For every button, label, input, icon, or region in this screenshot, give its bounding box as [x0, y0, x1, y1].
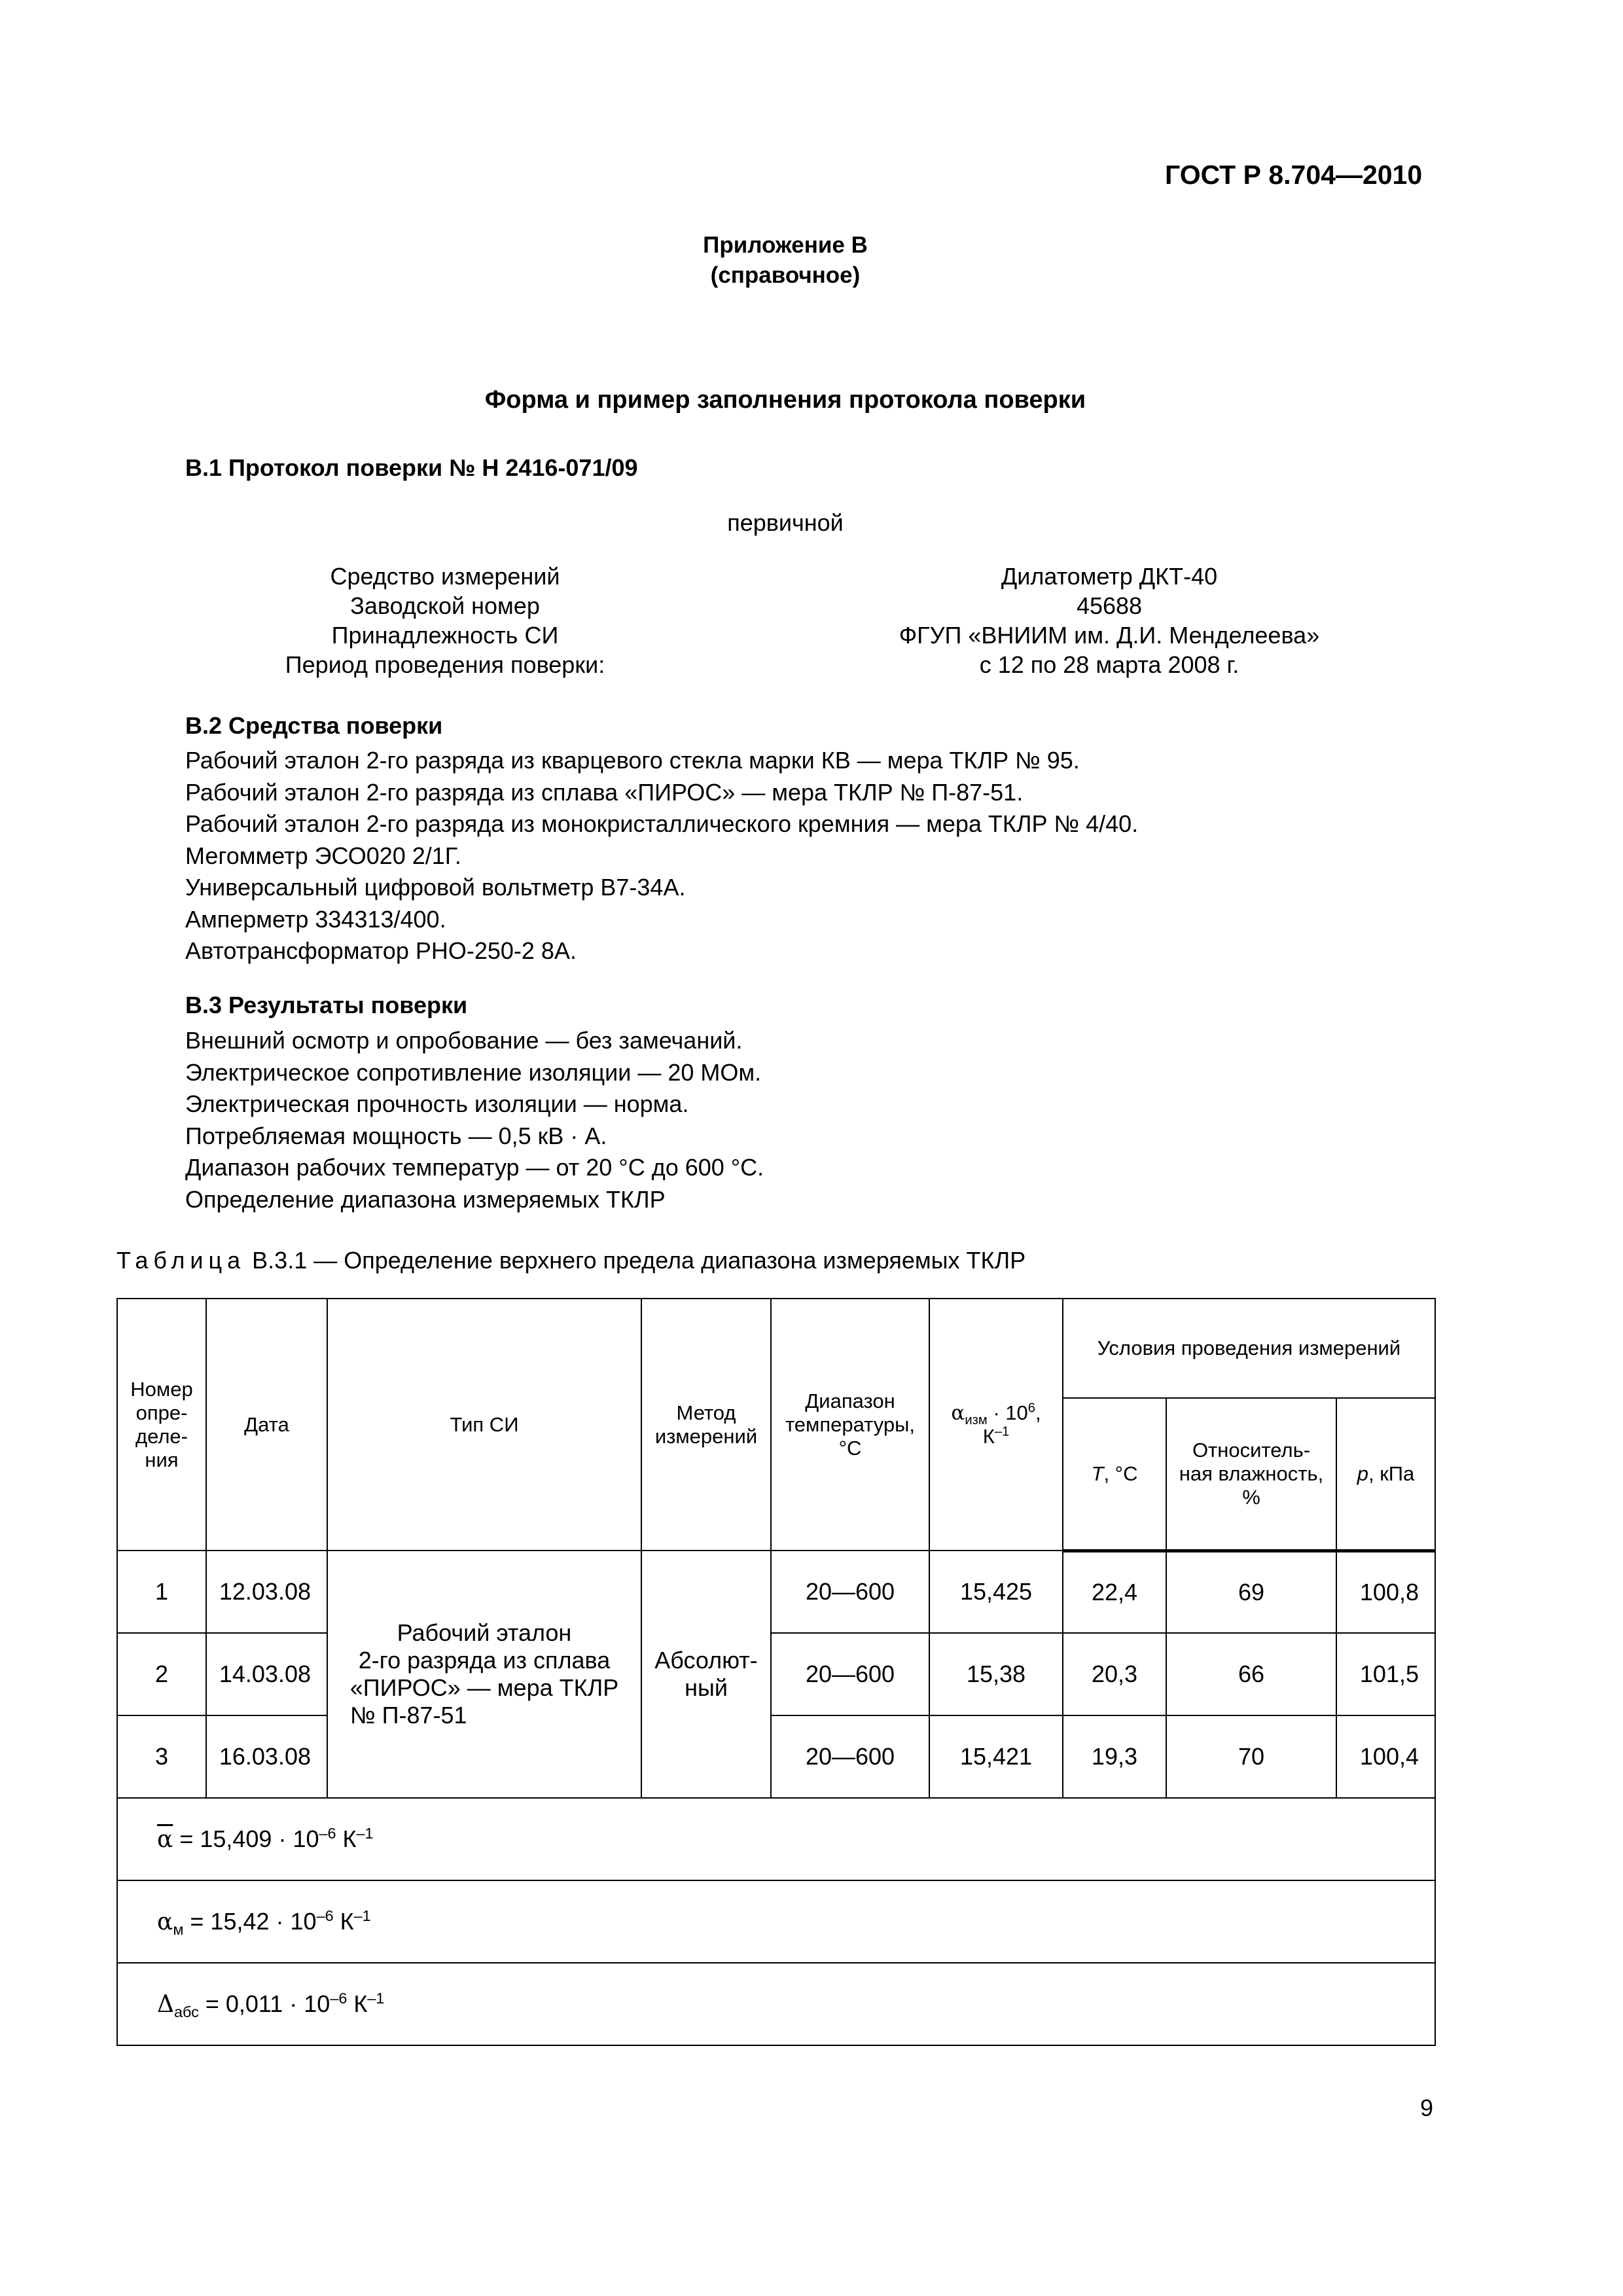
- field-label: Заводской номер: [350, 592, 540, 619]
- field-value: с 12 по 28 марта 2008 г.: [979, 651, 1240, 678]
- list-item: Универсальный цифровой вольтметр В7-34А.: [185, 874, 686, 901]
- header-conditions: Условия проведения измерений: [1063, 1299, 1435, 1398]
- field-value: 45688: [1076, 592, 1143, 619]
- annex-heading: [0, 230, 1571, 291]
- cell-humidity: 69: [1166, 1551, 1336, 1633]
- field-label: Средство измерений: [330, 563, 560, 590]
- field-value: ФГУП «ВНИИМ им. Д.И. Менделеева»: [899, 622, 1320, 649]
- list-item: Рабочий эталон 2-го разряда из кварцевого стекла марки КВ — мера ТКЛР № 95.: [185, 747, 1080, 774]
- list-item: Мегомметр ЭСО020 2/1Г.: [185, 842, 461, 869]
- cell-temperature: 19,3: [1063, 1715, 1166, 1798]
- list-item: Определение диапазона измеряемых ТКЛР: [185, 1185, 666, 1213]
- annex-kind: (справочное): [710, 262, 861, 288]
- cell-number: 3: [117, 1715, 206, 1798]
- protocol-field-values: [838, 562, 1381, 679]
- results-table: [116, 1298, 1436, 2046]
- table-row: [117, 1715, 1435, 1798]
- protocol-field-labels: [249, 562, 641, 679]
- list-item: Электрическое сопротивление изоляции — 20 МОм.: [185, 1058, 762, 1086]
- document-id: ГОСТ Р 8.704—2010: [1165, 160, 1423, 190]
- cell-date: 16.03.08: [206, 1715, 327, 1798]
- cell-alpha: 15,425: [929, 1551, 1063, 1633]
- list-item: Потребляемая мощность — 0,5 кВ · А.: [185, 1122, 607, 1149]
- list-item: Автотрансформатор РНО-250-2 8А.: [185, 937, 577, 964]
- cell-range: 20—600: [771, 1551, 929, 1633]
- table-row: [117, 1551, 1435, 1633]
- summary-row-mean: $\overline{\alpha} = 15,409 \cdot 10^{-6}$ $К^{-1}$: [117, 1798, 1435, 1880]
- cell-date: 12.03.08: [206, 1551, 327, 1633]
- section-b2-title: В.2 Средства поверки: [185, 712, 443, 739]
- cell-range: 20—600: [771, 1715, 929, 1798]
- summary-row-measure: $\alpha_м = 15,42 \cdot 10^{-6}$ $К^{-1}$: [117, 1880, 1435, 1963]
- cell-pressure: 100,8: [1336, 1551, 1435, 1633]
- list-item: Рабочий эталон 2-го разряда из монокристаллического кремния — мера ТКЛР № 4/40.: [185, 810, 1139, 837]
- header-pressure: p, кПа: [1336, 1398, 1435, 1551]
- cell-date: 14.03.08: [206, 1633, 327, 1715]
- header-type: Тип СИ: [327, 1299, 641, 1551]
- protocol-kind: первичной: [727, 509, 844, 536]
- header-temperature: T, °С: [1063, 1398, 1166, 1551]
- section-b1-title: В.1 Протокол поверки № Н 2416-071/09: [185, 454, 638, 481]
- list-item: Рабочий эталон 2-го разряда из сплава «ПИРОС» — мера ТКЛР № П-87-51.: [185, 778, 1024, 806]
- cell-humidity: 66: [1166, 1633, 1336, 1715]
- summary-row-error: $\Delta_{абс} = 0,011 \cdot 10^{-6}$ $К^{-1}$: [117, 1963, 1435, 2045]
- header-alpha: $\alpha_{изм} \cdot 10^6$, $К^{-1}$: [929, 1299, 1063, 1551]
- header-date: Дата: [206, 1299, 327, 1551]
- cell-method: Абсолют- ный: [641, 1551, 771, 1798]
- list-item: Электрическая прочность изоляции — норма.: [185, 1090, 689, 1117]
- field-label: Период проведения поверки:: [285, 651, 605, 678]
- page-number: 9: [1420, 2094, 1434, 2121]
- verification-tools-list: [185, 745, 1138, 967]
- table-caption: [116, 1247, 1026, 1274]
- cell-alpha: 15,38: [929, 1633, 1063, 1715]
- cell-instrument-type: Рабочий эталон 2-го разряда из сплава «ПИРОС» — мера ТКЛР № П-87-51: [327, 1551, 641, 1798]
- cell-number: 1: [117, 1551, 206, 1633]
- cell-temperature: 22,4: [1063, 1551, 1166, 1633]
- section-b3-title: В.3 Результаты поверки: [185, 992, 468, 1018]
- cell-number: 2: [117, 1633, 206, 1715]
- header-method: Метод измерений: [641, 1299, 771, 1551]
- header-humidity: Относитель- ная влажность, %: [1166, 1398, 1336, 1551]
- cell-temperature: 20,3: [1063, 1633, 1166, 1715]
- form-title: Форма и пример заполнения протокола поверки: [484, 386, 1086, 414]
- field-value: Дилатометр ДКТ-40: [1001, 563, 1218, 590]
- list-item: Амперметр 334313/400.: [185, 905, 446, 933]
- field-label: Принадлежность СИ: [331, 622, 559, 649]
- verification-results-list: [185, 1025, 764, 1215]
- annex-title: Приложение В: [703, 232, 868, 258]
- cell-pressure: 101,5: [1336, 1633, 1435, 1715]
- table-header-row: [117, 1299, 1435, 1398]
- header-number: Номер опре- деле- ния: [117, 1299, 206, 1551]
- cell-humidity: 70: [1166, 1715, 1336, 1798]
- table-row: [117, 1633, 1435, 1715]
- cell-alpha: 15,421: [929, 1715, 1063, 1798]
- list-item: Диапазон рабочих температур — от 20 °С до 600 °С.: [185, 1154, 764, 1181]
- table-caption-text: В.3.1 — Определение верхнего предела диапазона измеряемых ТКЛР: [245, 1247, 1026, 1274]
- cell-pressure: 100,4: [1336, 1715, 1435, 1798]
- table-caption-word: Таблица: [116, 1247, 246, 1274]
- list-item: Внешний осмотр и опробование — без замечаний.: [185, 1027, 743, 1054]
- cell-range: 20—600: [771, 1633, 929, 1715]
- header-temp-range: Диапазон температуры, °С: [771, 1299, 929, 1551]
